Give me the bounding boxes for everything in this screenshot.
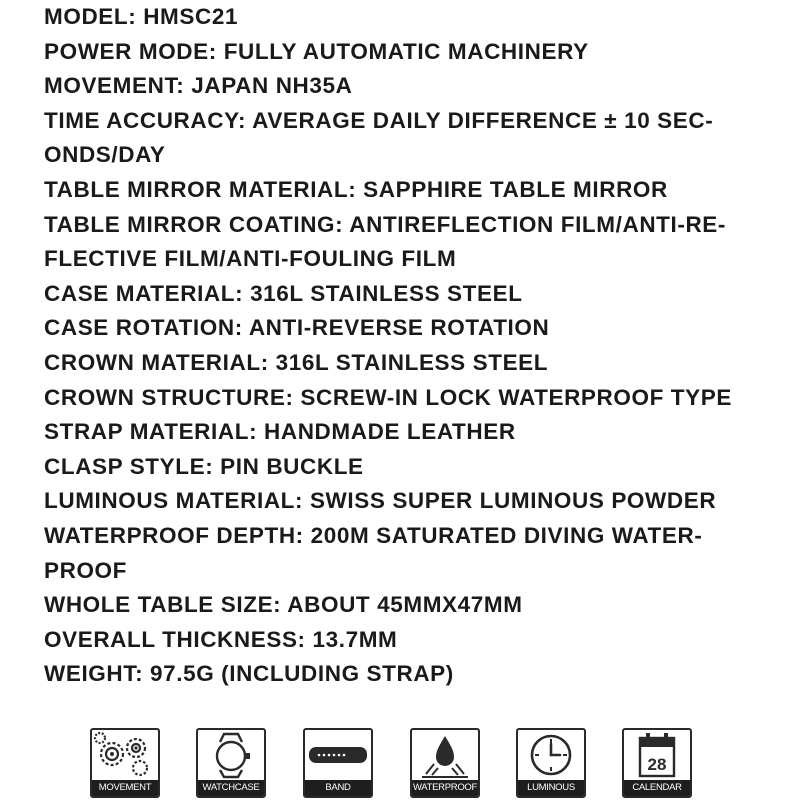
- spec-line: MODEL: HMSC21: [44, 4, 239, 29]
- feature-band: [303, 728, 373, 798]
- spec-line: LUMINOUS MATERIAL: SWISS SUPER LUMINOUS POWDER: [44, 488, 717, 514]
- band-icon: [305, 730, 371, 780]
- spec-line: WATERPROOF DEPTH: 200M SATURATED DIVING WATER-: [44, 522, 703, 548]
- spec-line: TABLE MIRROR COATING: ANTIREFLECTION FILM/ANTI-RE-: [44, 211, 727, 237]
- spec-line: CROWN STRUCTURE: SCREW-IN LOCK WATERPROOF TYPE: [44, 384, 732, 410]
- feature-watchcase: [196, 728, 266, 798]
- spec-line: STRAP MATERIAL: HANDMADE LEATHER: [44, 419, 516, 445]
- spec-line: POWER MODE: FULLY AUTOMATIC MACHINERY: [44, 38, 589, 64]
- feature-label: CALENDAR: [624, 780, 690, 796]
- calendar-day: 28: [647, 755, 667, 774]
- spec-line: CASE ROTATION: ANTI-REVERSE ROTATION: [44, 315, 550, 341]
- spec-line: OVERALL THICKNESS: 13.7MM: [44, 626, 398, 652]
- feature-movement: [90, 728, 160, 798]
- spec-line: TIME ACCURACY: AVERAGE DAILY DIFFERENCE ± 10 SEC-: [44, 107, 714, 133]
- gears-icon: [92, 730, 158, 780]
- feature-label: WATERPROOF: [412, 780, 478, 796]
- feature-label: MOVEMENT: [92, 780, 158, 796]
- feature-label: WATCHCASE: [198, 780, 264, 796]
- watchcase-icon: [198, 730, 264, 780]
- spec-line: FLECTIVE FILM/ANTI-FOULING FILM: [44, 246, 457, 272]
- feature-label: BAND: [305, 780, 371, 796]
- spec-line: WHOLE TABLE SIZE: ABOUT 45MMX47MM: [44, 592, 523, 618]
- spec-line: MOVEMENT: JAPAN NH35A: [44, 73, 353, 99]
- spec-list: [44, 0, 764, 692]
- feature-label: LUMINOUS: [518, 780, 584, 796]
- spec-line: WEIGHT: 97.5G (INCLUDING STRAP): [44, 661, 454, 687]
- calendar-icon: [624, 730, 690, 780]
- spec-line: PROOF: [44, 557, 128, 583]
- water-drop-icon: [412, 730, 478, 780]
- spec-line: ONDS/DAY: [44, 142, 166, 168]
- feature-waterproof: [410, 728, 480, 798]
- feature-icon-row: [0, 722, 800, 800]
- spec-line: CASE MATERIAL: 316L STAINLESS STEEL: [44, 280, 523, 306]
- spec-line: CROWN MATERIAL: 316L STAINLESS STEEL: [44, 349, 549, 375]
- clock-icon: [518, 730, 584, 780]
- spec-line: TABLE MIRROR MATERIAL: SAPPHIRE TABLE MIRROR: [44, 176, 668, 202]
- spec-line: CLASP STYLE: PIN BUCKLE: [44, 453, 364, 479]
- feature-calendar: [622, 728, 692, 798]
- feature-luminous: [516, 728, 586, 798]
